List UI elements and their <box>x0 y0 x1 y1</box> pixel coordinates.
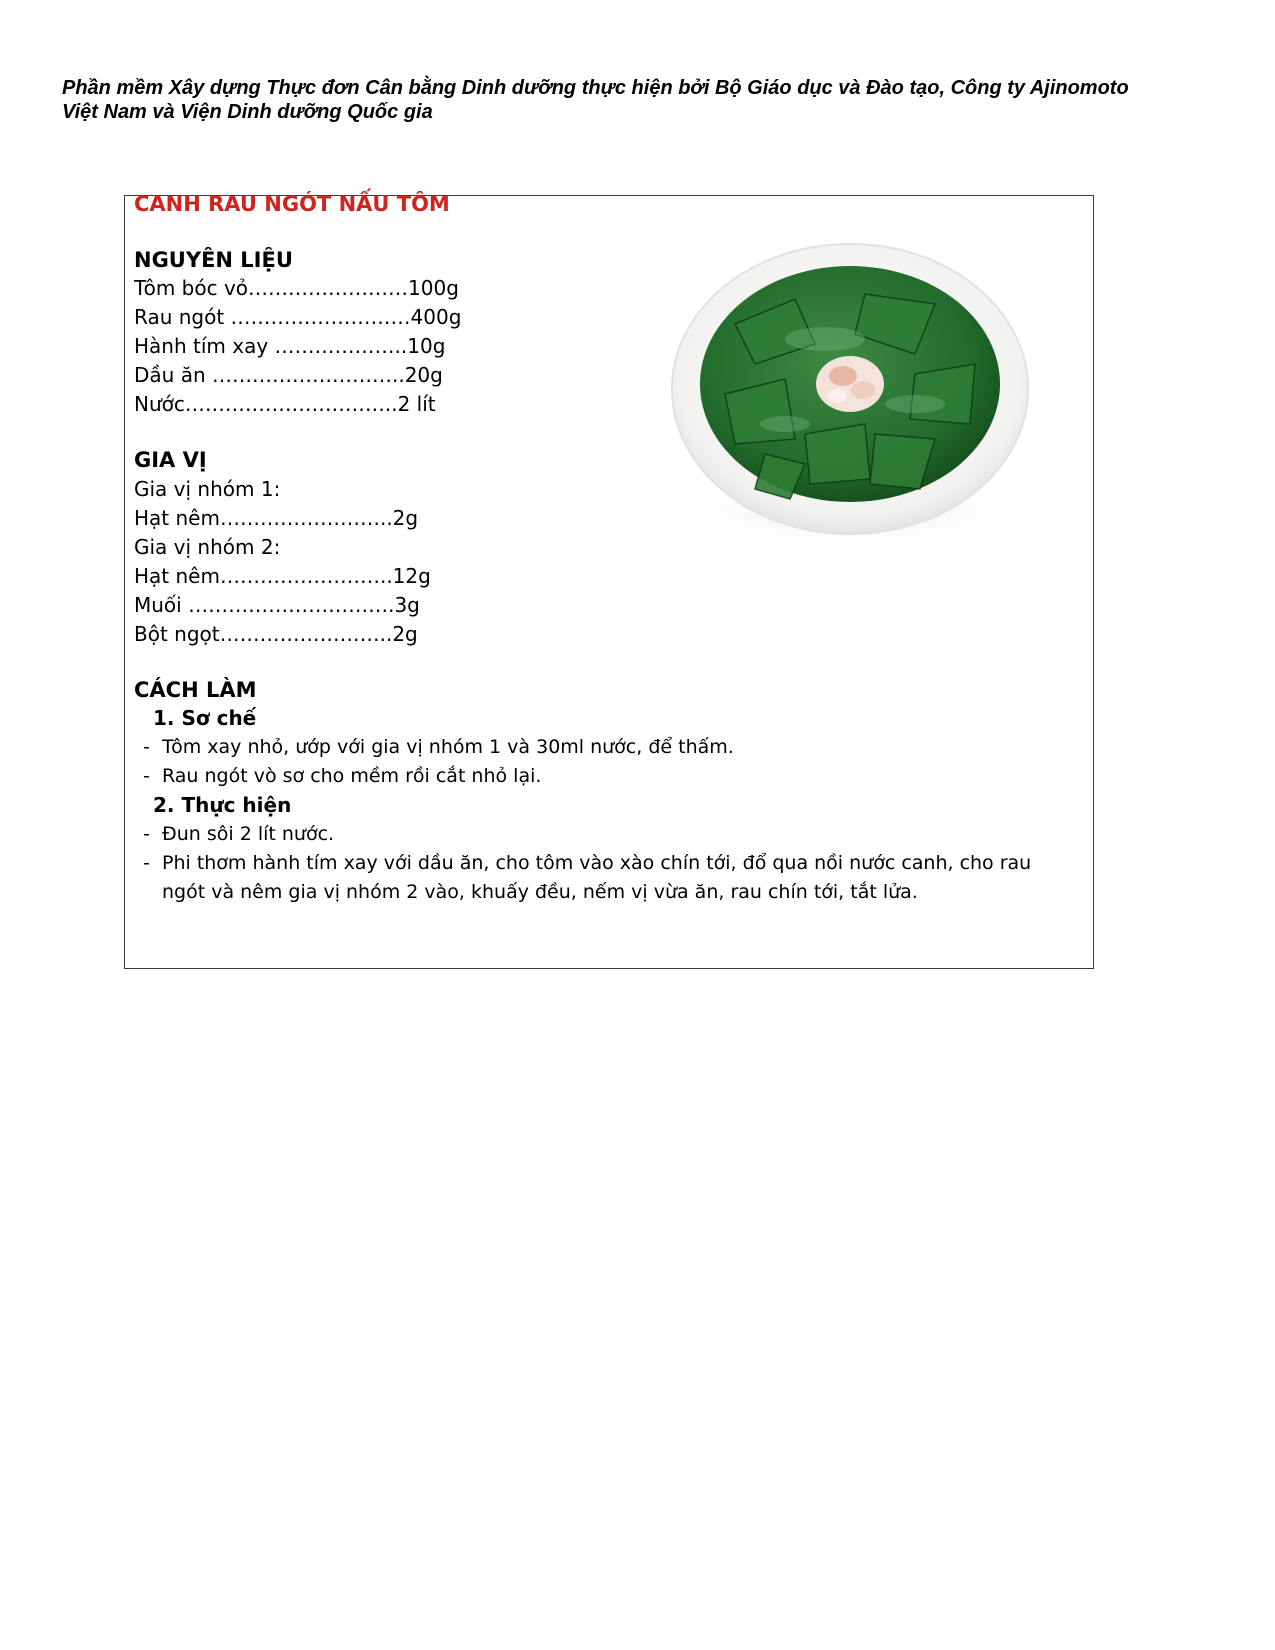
ingredient-row: Tôm bóc vỏ……………………100g <box>134 276 459 300</box>
section-cook-title: 2. Thực hiện <box>153 793 292 817</box>
seasoning-row: Hạt nêm……………………..12g <box>134 564 431 588</box>
step-bullet: - <box>143 736 150 758</box>
step-text: ngót và nêm gia vị nhóm 2 vào, khuấy đều, nếm vị vừa ăn, rau chín tới, tắt lửa. <box>162 881 918 903</box>
recipe-title: CANH RAU NGÓT NẤU TÔM <box>134 192 450 216</box>
step-bullet: - <box>143 765 150 787</box>
seasoning-row: Hạt nêm……………………..2g <box>134 506 419 530</box>
seasoning-row: Gia vị nhóm 2: <box>134 535 281 559</box>
ingredients-heading: NGUYÊN LIỆU <box>134 248 293 272</box>
method-heading: CÁCH LÀM <box>134 678 257 702</box>
step-text: Rau ngót vò sơ cho mềm rồi cắt nhỏ lại. <box>162 765 542 787</box>
step-text: Phi thơm hành tím xay với dầu ăn, cho tôm vào xào chín tới, đổ qua nồi nước canh, cho rau <box>162 852 1032 874</box>
step-text: Đun sôi 2 lít nước. <box>162 823 335 845</box>
seasoning-heading: GIA VỊ <box>134 448 207 472</box>
recipe-card <box>124 192 1094 969</box>
ingredient-row: Hành tím xay ………………..10g <box>134 334 446 358</box>
soup-bowl-photo <box>615 204 1085 594</box>
section-prep-title: 1. Sơ chế <box>153 706 257 730</box>
ingredient-row: Rau ngót ………………………400g <box>134 305 462 329</box>
ingredient-row: Nước…………………………..2 lít <box>134 392 436 416</box>
ingredient-row: Dầu ăn ………………………..20g <box>134 363 443 387</box>
header-line-1: Phần mềm Xây dựng Thực đơn Cân bằng Dinh dưỡng thực hiện bởi Bộ Giáo dục và Đào tạo, Công ty Ajinomoto <box>62 77 1129 99</box>
step-bullet: - <box>143 823 150 845</box>
seasoning-row: Bột ngọt……………………..2g <box>134 622 418 646</box>
step-bullet: - <box>143 852 150 874</box>
shrimp-icon <box>816 356 884 412</box>
header-line-2: Việt Nam và Viện Dinh dưỡng Quốc gia <box>62 101 433 123</box>
step-text: Tôm xay nhỏ, ướp với gia vị nhóm 1 và 30ml nước, để thấm. <box>162 736 734 758</box>
seasoning-row: Muối ………………………….3g <box>134 593 420 617</box>
seasoning-row: Gia vị nhóm 1: <box>134 477 281 501</box>
